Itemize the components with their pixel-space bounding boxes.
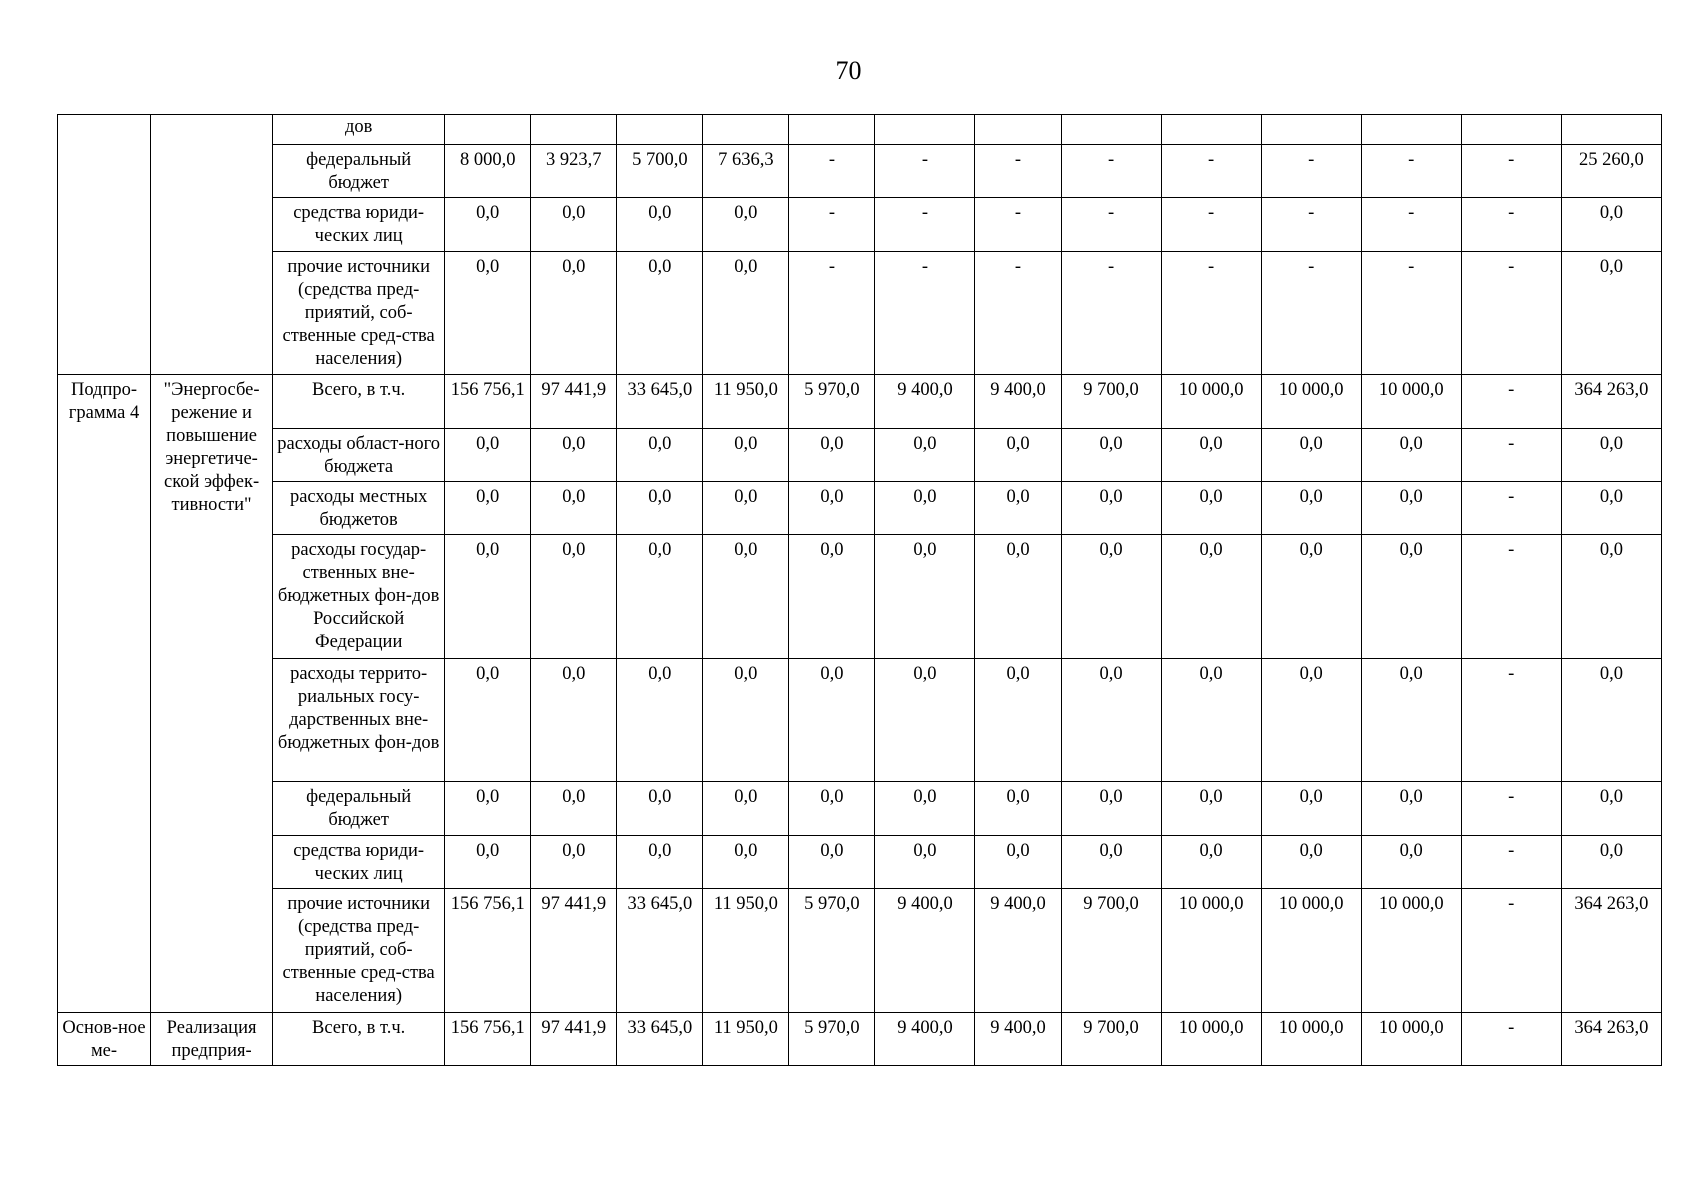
value-cell: 0,0 <box>789 782 875 836</box>
table-row <box>58 115 1662 145</box>
table-row <box>58 252 1662 375</box>
value-cell: - <box>1161 252 1261 375</box>
value-cell: 0,0 <box>617 252 703 375</box>
value-cell <box>703 115 789 145</box>
value-cell: - <box>789 145 875 198</box>
value-cell: 0,0 <box>1361 535 1461 659</box>
value-cell: 0,0 <box>445 836 531 889</box>
value-cell <box>875 115 975 145</box>
value-cell: 5 700,0 <box>617 145 703 198</box>
total-value-cell: 0,0 <box>1561 836 1661 889</box>
value-cell: 0,0 <box>1061 659 1161 782</box>
value-cell: - <box>975 198 1061 252</box>
program-name-cell: Реализация предприя- <box>151 1013 273 1066</box>
value-cell: 10 000,0 <box>1261 375 1361 429</box>
value-cell: - <box>1461 145 1561 198</box>
value-cell: 0,0 <box>1161 836 1261 889</box>
value-cell: 0,0 <box>875 482 975 535</box>
program-name-cell: "Энергосбе-режение и повышение энергетиче-ской эффек-тивности" <box>151 375 273 1013</box>
value-cell: 0,0 <box>1261 429 1361 482</box>
value-cell: - <box>1161 198 1261 252</box>
value-cell: 0,0 <box>703 429 789 482</box>
value-cell: 10 000,0 <box>1361 1013 1461 1066</box>
value-cell: 0,0 <box>975 535 1061 659</box>
value-cell: - <box>1061 198 1161 252</box>
value-cell: - <box>1461 1013 1561 1066</box>
value-cell: 10 000,0 <box>1361 375 1461 429</box>
value-cell: - <box>789 198 875 252</box>
value-cell: 10 000,0 <box>1161 889 1261 1013</box>
value-cell: 0,0 <box>789 482 875 535</box>
value-cell: 97 441,9 <box>531 889 617 1013</box>
value-cell: 0,0 <box>531 836 617 889</box>
value-cell: - <box>875 252 975 375</box>
table-row <box>58 889 1662 1013</box>
value-cell: 0,0 <box>875 836 975 889</box>
program-type-cell: Основ-ное ме- <box>58 1013 151 1066</box>
value-cell: 0,0 <box>703 252 789 375</box>
value-cell: 0,0 <box>531 535 617 659</box>
value-cell: 0,0 <box>975 782 1061 836</box>
table-row <box>58 145 1662 198</box>
program-name-cell <box>151 115 273 375</box>
value-cell: 0,0 <box>703 482 789 535</box>
value-cell: 5 970,0 <box>789 889 875 1013</box>
value-cell: 0,0 <box>531 782 617 836</box>
value-cell: 0,0 <box>1161 535 1261 659</box>
value-cell: 0,0 <box>1361 429 1461 482</box>
value-cell: 0,0 <box>531 429 617 482</box>
value-cell: 0,0 <box>975 482 1061 535</box>
value-cell: 0,0 <box>789 429 875 482</box>
funding-source-cell: Всего, в т.ч. <box>273 375 445 429</box>
value-cell: - <box>975 145 1061 198</box>
value-cell: 9 700,0 <box>1061 1013 1161 1066</box>
value-cell: - <box>1261 252 1361 375</box>
value-cell: 0,0 <box>617 535 703 659</box>
value-cell: - <box>1261 198 1361 252</box>
value-cell: - <box>975 252 1061 375</box>
value-cell: 0,0 <box>1061 836 1161 889</box>
value-cell: - <box>1361 145 1461 198</box>
table-row <box>58 535 1662 659</box>
value-cell: 0,0 <box>617 836 703 889</box>
value-cell: 0,0 <box>445 482 531 535</box>
value-cell: 0,0 <box>1361 482 1461 535</box>
value-cell: - <box>1461 252 1561 375</box>
value-cell: 0,0 <box>703 836 789 889</box>
funding-source-cell: средства юриди-ческих лиц <box>273 198 445 252</box>
value-cell: 0,0 <box>445 782 531 836</box>
value-cell: 9 700,0 <box>1061 375 1161 429</box>
value-cell: 0,0 <box>875 535 975 659</box>
table-row <box>58 482 1662 535</box>
funding-source-cell: федеральный бюджет <box>273 782 445 836</box>
value-cell: 0,0 <box>531 198 617 252</box>
value-cell: - <box>875 145 975 198</box>
funding-source-cell: федеральный бюджет <box>273 145 445 198</box>
program-type-cell <box>58 115 151 375</box>
value-cell: - <box>1461 782 1561 836</box>
value-cell: 0,0 <box>617 198 703 252</box>
value-cell <box>1161 115 1261 145</box>
value-cell: 0,0 <box>1261 659 1361 782</box>
value-cell <box>445 115 531 145</box>
table-row <box>58 836 1662 889</box>
total-value-cell: 0,0 <box>1561 198 1661 252</box>
value-cell: 0,0 <box>1261 836 1361 889</box>
funding-source-cell: прочие источники (средства пред-приятий, соб-ственные сред-ства населения) <box>273 252 445 375</box>
table-row <box>58 659 1662 782</box>
funding-source-cell: средства юриди-ческих лиц <box>273 836 445 889</box>
value-cell: 0,0 <box>1061 782 1161 836</box>
funding-source-cell: дов <box>273 115 445 145</box>
value-cell: 0,0 <box>1161 782 1261 836</box>
value-cell: 0,0 <box>531 252 617 375</box>
value-cell: 0,0 <box>703 659 789 782</box>
value-cell: 156 756,1 <box>445 889 531 1013</box>
value-cell: 5 970,0 <box>789 375 875 429</box>
value-cell: 97 441,9 <box>531 375 617 429</box>
value-cell: 0,0 <box>1061 535 1161 659</box>
table-row <box>58 782 1662 836</box>
value-cell: 3 923,7 <box>531 145 617 198</box>
funding-source-cell: расходы государ-ственных вне-бюджетных фон-дов Российской Федерации <box>273 535 445 659</box>
value-cell: 11 950,0 <box>703 1013 789 1066</box>
value-cell <box>1261 115 1361 145</box>
value-cell: 0,0 <box>789 836 875 889</box>
value-cell: 0,0 <box>445 252 531 375</box>
value-cell: 0,0 <box>445 198 531 252</box>
value-cell: 9 400,0 <box>975 375 1061 429</box>
funding-source-cell: расходы област-ного бюджета <box>273 429 445 482</box>
total-value-cell: 0,0 <box>1561 535 1661 659</box>
value-cell: 0,0 <box>975 429 1061 482</box>
value-cell: 11 950,0 <box>703 889 789 1013</box>
value-cell: - <box>1461 198 1561 252</box>
value-cell <box>1361 115 1461 145</box>
value-cell: - <box>1461 836 1561 889</box>
table-row <box>58 1013 1662 1066</box>
value-cell: 0,0 <box>1061 482 1161 535</box>
total-value-cell: 364 263,0 <box>1561 375 1661 429</box>
value-cell: 7 636,3 <box>703 145 789 198</box>
value-cell: 0,0 <box>789 659 875 782</box>
table-row <box>58 429 1662 482</box>
value-cell: - <box>1461 375 1561 429</box>
total-value-cell: 364 263,0 <box>1561 889 1661 1013</box>
value-cell: - <box>1461 659 1561 782</box>
total-value-cell: 25 260,0 <box>1561 145 1661 198</box>
value-cell <box>1061 115 1161 145</box>
value-cell: 156 756,1 <box>445 1013 531 1066</box>
value-cell: 0,0 <box>1161 659 1261 782</box>
value-cell: 0,0 <box>789 535 875 659</box>
value-cell: 0,0 <box>1361 836 1461 889</box>
value-cell: - <box>1461 429 1561 482</box>
value-cell: 10 000,0 <box>1261 1013 1361 1066</box>
value-cell: - <box>1061 252 1161 375</box>
value-cell: - <box>1261 145 1361 198</box>
value-cell: 0,0 <box>875 782 975 836</box>
value-cell: 10 000,0 <box>1361 889 1461 1013</box>
table-row <box>58 198 1662 252</box>
value-cell: 0,0 <box>531 482 617 535</box>
value-cell: 0,0 <box>617 659 703 782</box>
value-cell <box>1461 115 1561 145</box>
value-cell: 0,0 <box>875 659 975 782</box>
value-cell: 0,0 <box>975 659 1061 782</box>
total-value-cell: 364 263,0 <box>1561 1013 1661 1066</box>
value-cell: 0,0 <box>703 782 789 836</box>
value-cell <box>789 115 875 145</box>
value-cell: 0,0 <box>445 659 531 782</box>
total-value-cell: 0,0 <box>1561 659 1661 782</box>
value-cell: 97 441,9 <box>531 1013 617 1066</box>
total-value-cell: 0,0 <box>1561 429 1661 482</box>
value-cell: 10 000,0 <box>1261 889 1361 1013</box>
page-number: 70 <box>835 56 862 85</box>
value-cell: 0,0 <box>1261 482 1361 535</box>
value-cell: 0,0 <box>1361 782 1461 836</box>
budget-table <box>57 114 1662 1066</box>
value-cell: 33 645,0 <box>617 375 703 429</box>
funding-source-cell: расходы террито-риальных госу-дарственных вне-бюджетных фон-дов <box>273 659 445 782</box>
value-cell: 5 970,0 <box>789 1013 875 1066</box>
value-cell: - <box>1461 535 1561 659</box>
value-cell: 0,0 <box>617 782 703 836</box>
value-cell <box>617 115 703 145</box>
value-cell: 0,0 <box>703 198 789 252</box>
value-cell: - <box>1361 252 1461 375</box>
value-cell: - <box>789 252 875 375</box>
value-cell: 9 400,0 <box>875 889 975 1013</box>
value-cell: 0,0 <box>1161 482 1261 535</box>
value-cell: 9 400,0 <box>975 1013 1061 1066</box>
total-value-cell: 0,0 <box>1561 252 1661 375</box>
value-cell: 0,0 <box>1361 659 1461 782</box>
value-cell: 33 645,0 <box>617 889 703 1013</box>
value-cell: 0,0 <box>1161 429 1261 482</box>
value-cell: 9 400,0 <box>875 375 975 429</box>
value-cell: 0,0 <box>1061 429 1161 482</box>
value-cell: 9 400,0 <box>975 889 1061 1013</box>
value-cell: - <box>1461 889 1561 1013</box>
program-type-cell: Подпро-грамма 4 <box>58 375 151 1013</box>
value-cell: 0,0 <box>445 429 531 482</box>
value-cell: 0,0 <box>975 836 1061 889</box>
value-cell: 156 756,1 <box>445 375 531 429</box>
value-cell <box>531 115 617 145</box>
value-cell: - <box>1461 482 1561 535</box>
value-cell: 0,0 <box>1261 535 1361 659</box>
value-cell: 11 950,0 <box>703 375 789 429</box>
value-cell: 0,0 <box>1261 782 1361 836</box>
funding-source-cell: Всего, в т.ч. <box>273 1013 445 1066</box>
total-value-cell: 0,0 <box>1561 482 1661 535</box>
funding-source-cell: расходы местных бюджетов <box>273 482 445 535</box>
value-cell: 0,0 <box>617 429 703 482</box>
value-cell: 10 000,0 <box>1161 375 1261 429</box>
value-cell: 0,0 <box>875 429 975 482</box>
value-cell: 0,0 <box>531 659 617 782</box>
value-cell: 10 000,0 <box>1161 1013 1261 1066</box>
value-cell: 0,0 <box>617 482 703 535</box>
value-cell: - <box>1361 198 1461 252</box>
value-cell: - <box>1061 145 1161 198</box>
value-cell: - <box>875 198 975 252</box>
value-cell <box>975 115 1061 145</box>
funding-source-cell: прочие источники (средства пред-приятий, соб-ственные сред-ства населения) <box>273 889 445 1013</box>
total-value-cell: 0,0 <box>1561 782 1661 836</box>
value-cell: 0,0 <box>703 535 789 659</box>
total-value-cell <box>1561 115 1661 145</box>
value-cell: 9 400,0 <box>875 1013 975 1066</box>
value-cell: 0,0 <box>445 535 531 659</box>
value-cell: 33 645,0 <box>617 1013 703 1066</box>
table-row <box>58 375 1662 429</box>
value-cell: 9 700,0 <box>1061 889 1161 1013</box>
value-cell: 8 000,0 <box>445 145 531 198</box>
value-cell: - <box>1161 145 1261 198</box>
